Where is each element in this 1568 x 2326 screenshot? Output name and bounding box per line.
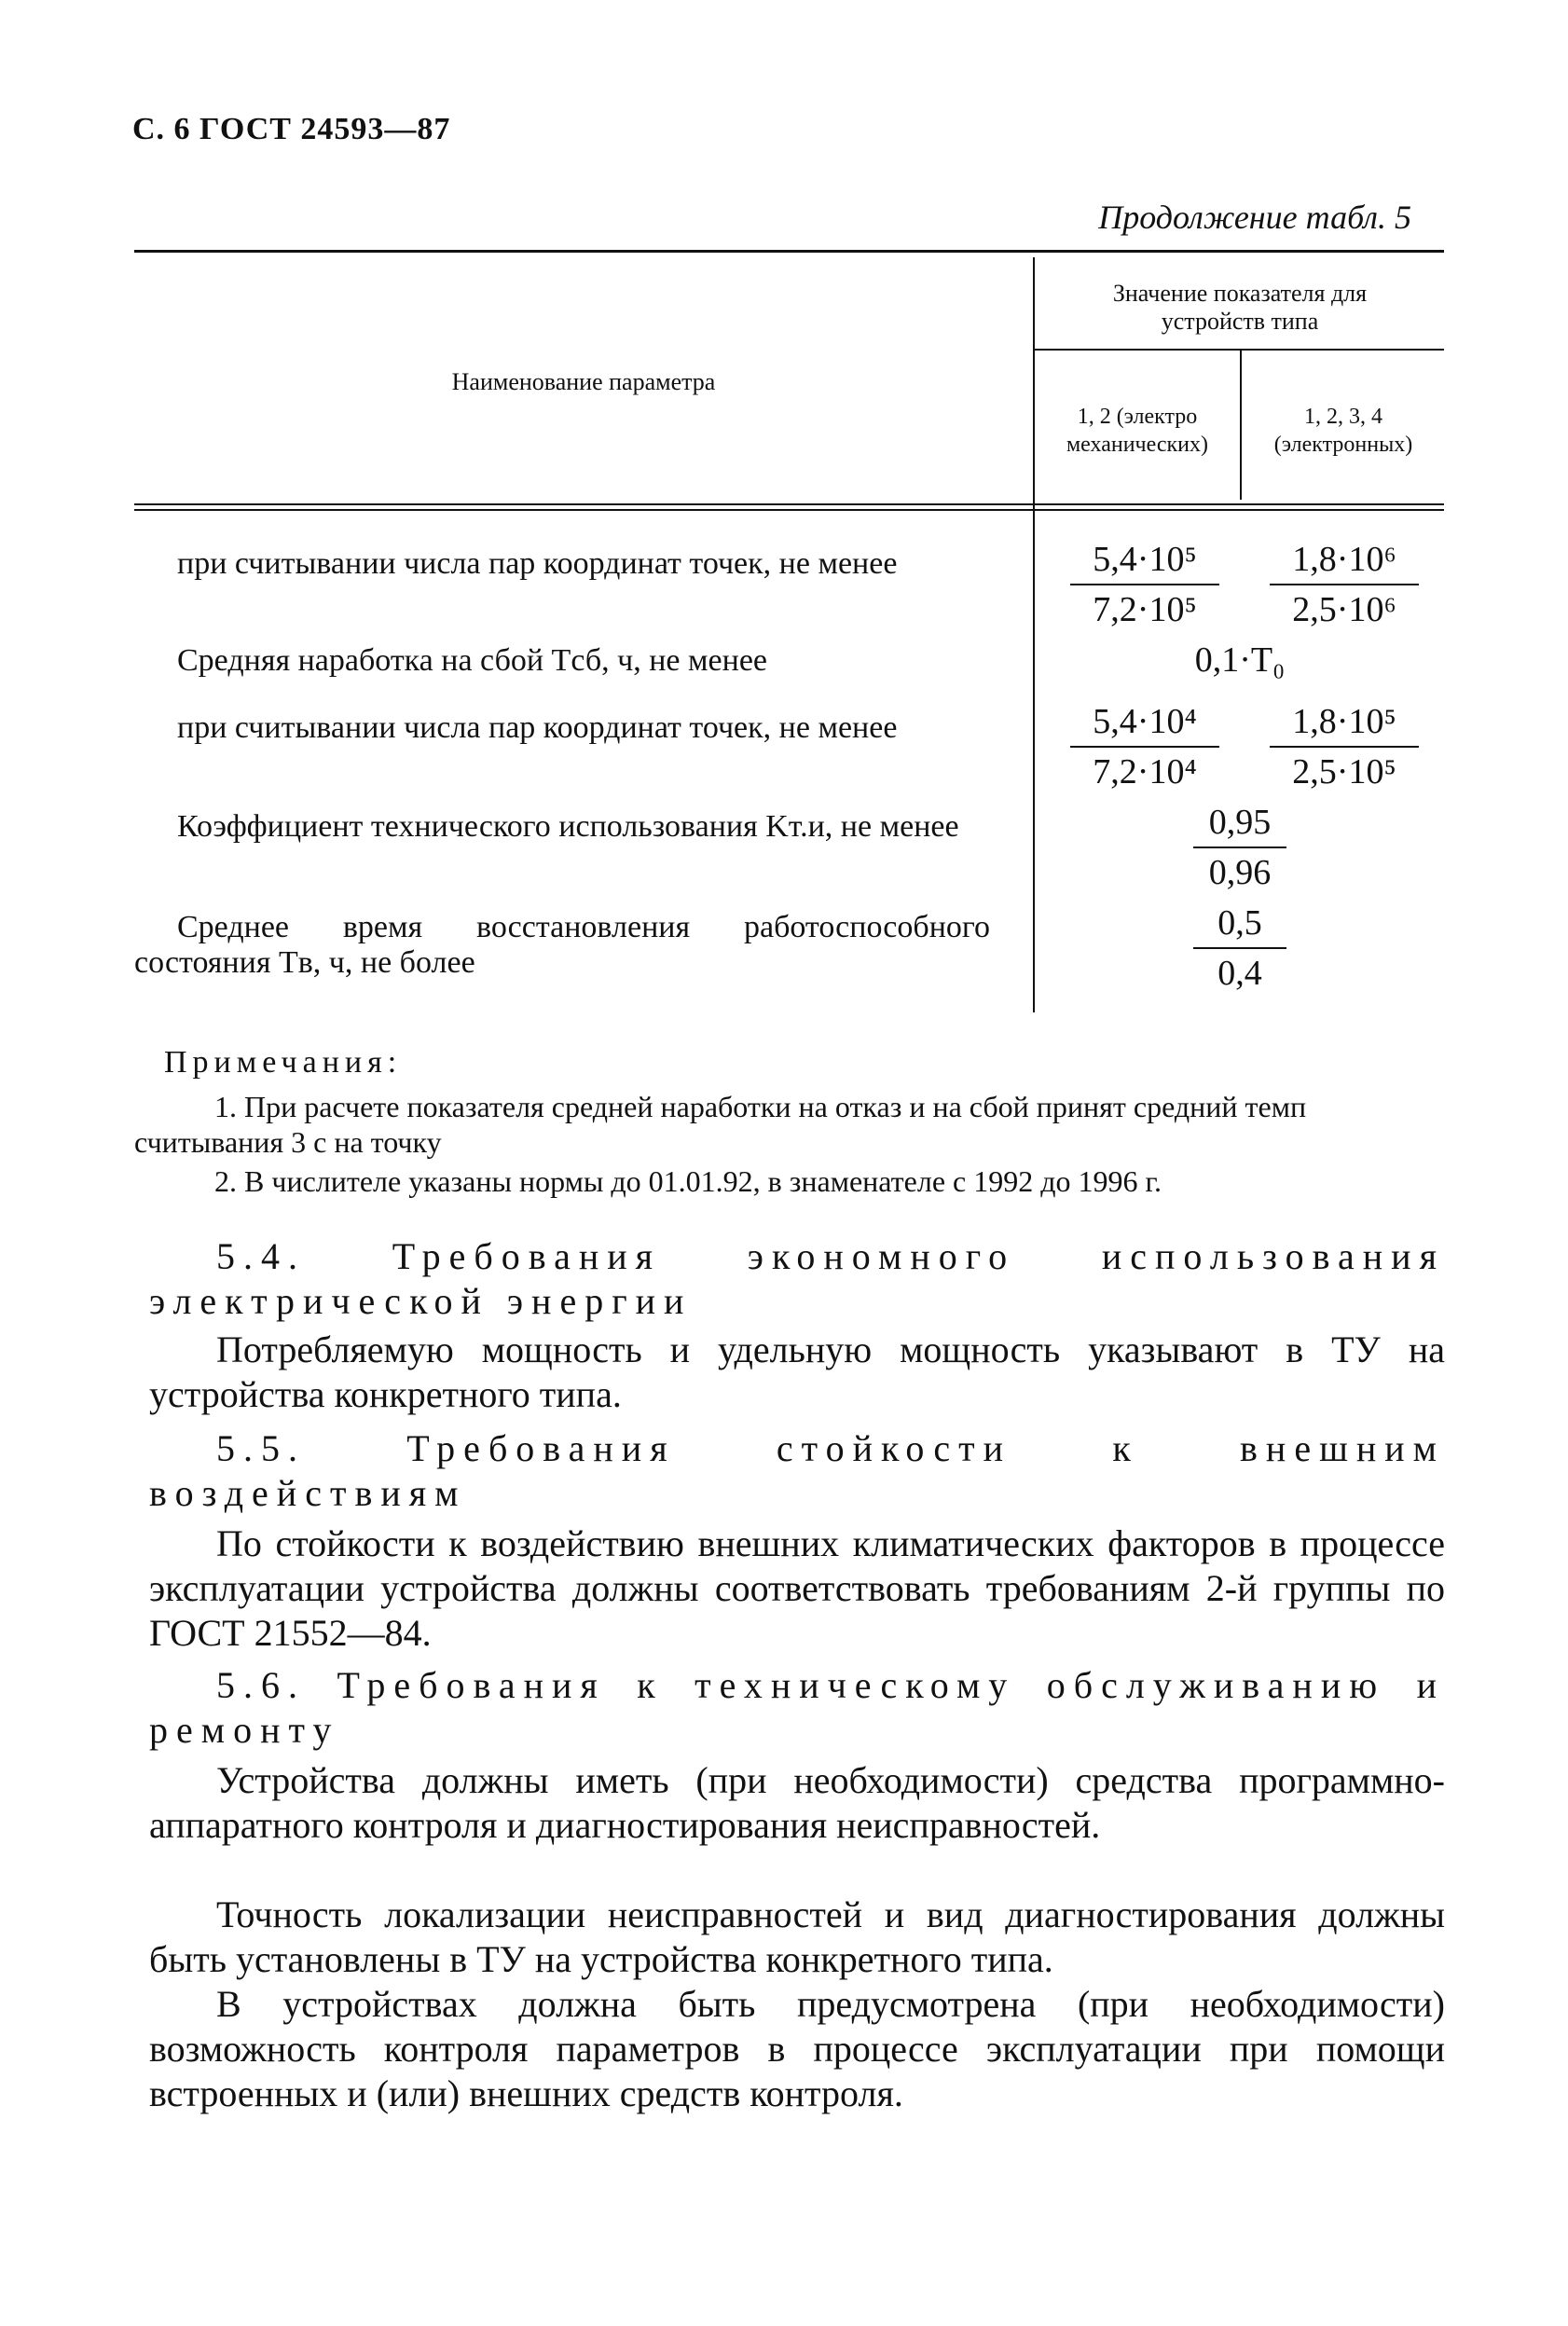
row5-value: 0,5 0,4 — [1193, 902, 1286, 994]
table-row-label: при считывании числа пар координат точек, не менее — [177, 546, 898, 581]
col-header-type1: 1, 2 (электро механических) — [1066, 405, 1208, 457]
table-row-label: Средняя наработка на сбой Tсб, ч, не менее — [177, 643, 768, 678]
table-head-rule-1 — [134, 503, 1444, 505]
notes-title: Примечания: — [164, 1045, 403, 1080]
table-top-rule — [134, 250, 1444, 253]
table-row-label: Среднее время восстановления работоспособного состояния Tв, ч, не более — [134, 910, 990, 980]
note-1: 1. При расчете показателя средней наработки на отказ и на сбой принят средний темп считывания 3 с на точку — [134, 1090, 1307, 1159]
row3-value-type1: 5,4·10⁴ 7,2·10⁴ — [1070, 701, 1219, 792]
table-subheader-rule — [1033, 349, 1444, 351]
row1-value-type1: 5,4·10⁵ 7,2·10⁵ — [1070, 539, 1219, 630]
section-5-4-title: 5.4. Требования экономного использования электрической энергии — [149, 1235, 1445, 1322]
page-header: С. 6 ГОСТ 24593—87 — [132, 112, 451, 146]
col-header-param: Наименование параметра — [451, 368, 716, 395]
table-continuation: Продолжение табл. 5 — [1098, 199, 1411, 236]
section-5-5-title: 5.5. Требования стойкости к внешним воздействиям — [149, 1427, 1445, 1514]
col-header-type2: 1, 2, 3, 4 (электронных) — [1273, 405, 1413, 457]
table-head-rule-2 — [134, 509, 1444, 511]
row3-value-type2: 1,8·10⁵ 2,5·10⁵ — [1270, 701, 1419, 792]
table-row-label: при считывании числа пар координат точек, не менее — [177, 710, 898, 745]
row1-value-type2: 1,8·10⁶ 2,5·10⁶ — [1270, 539, 1419, 630]
section-5-5-text: По стойкости к воздействию внешних климатических факторов в процессе эксплуатации устройства должны соответствовать требованиям 2-й группы по ГОСТ 21552—84. — [149, 1522, 1445, 1654]
section-5-6-title: 5.6. Требования к техническому обслуживанию и ремонту — [149, 1664, 1445, 1751]
col-header-value: Значение показателя для устройств типа — [1112, 280, 1368, 335]
section-5-4-text: Потребляемую мощность и удельную мощность указывают в ТУ на устройства конкретного типа. — [149, 1328, 1445, 1415]
section-5-6-text-2: Точность локализации неисправностей и вид диагностирования должны быть установлены в ТУ на устройства конкретного типа. — [149, 1893, 1445, 1980]
table-col-divider — [1033, 257, 1035, 1012]
section-5-6-text-1: Устройства должны иметь (при необходимости) средства программно-аппаратного контроля и диагностирования неисправностей. — [149, 1759, 1445, 1846]
note-2: 2. В числителе указаны нормы до 01.01.92, в знаменателе с 1992 до 1996 г. — [214, 1164, 1162, 1198]
row4-value: 0,95 0,96 — [1193, 802, 1286, 893]
table-subcol-divider — [1240, 351, 1242, 500]
table-row-label: Коэффициент технического использования Kт.и, не менее — [177, 809, 959, 844]
section-5-6-text-3: В устройствах должна быть предусмотрена (при необходимости) возможность контроля параметров в процессе эксплуатации при помощи встроенных и (или) внешних средств контроля. — [149, 1983, 1445, 2114]
row2-value: 0,1·T₀ — [1194, 640, 1286, 680]
